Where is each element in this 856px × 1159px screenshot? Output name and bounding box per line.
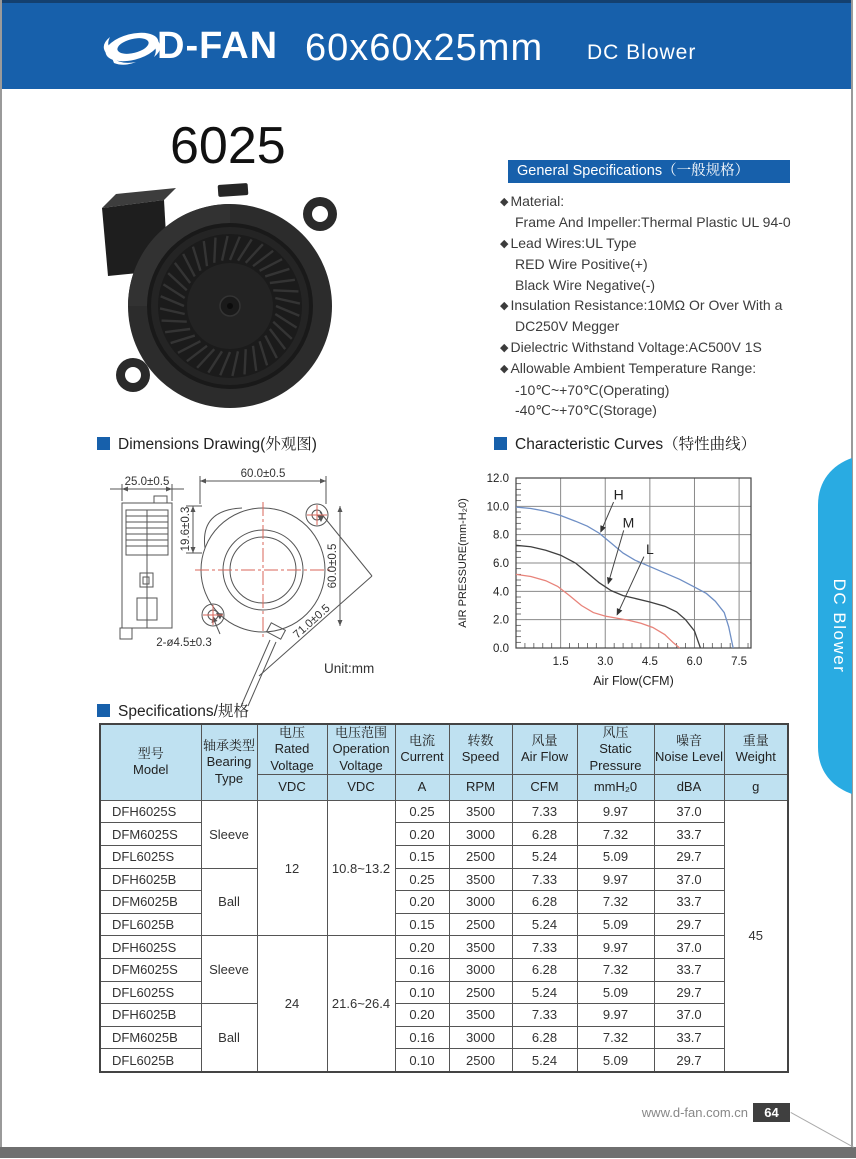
svg-text:4.0: 4.0: [493, 586, 509, 599]
svg-text:6.0: 6.0: [493, 558, 509, 570]
column-header: 噪音 Noise Level: [654, 724, 724, 774]
svg-text:1.5: 1.5: [552, 656, 569, 668]
cell: 2500: [449, 913, 512, 936]
page-number-badge: 64: [753, 1103, 790, 1122]
cell: DFL6025S: [100, 845, 201, 868]
header-banner: [2, 3, 851, 89]
cell: 5.09: [577, 913, 654, 936]
cell: 0.20: [395, 1004, 449, 1027]
cell: 5.24: [512, 913, 577, 936]
table-row: [100, 936, 788, 959]
column-header: 电压范围 Operation Voltage: [327, 724, 395, 774]
footer-diagonal-line: [791, 1112, 854, 1148]
table-row: [100, 800, 788, 823]
table-row: [100, 868, 788, 891]
spec-line: RED Wire Positive(+): [515, 256, 648, 273]
spec-line: Black Wire Negative(-): [515, 276, 656, 293]
spec-line: -40℃~+70℃(Storage): [515, 402, 657, 419]
cell: 3000: [449, 823, 512, 846]
column-header: 转数 Speed: [449, 724, 512, 774]
characteristic-curves-chart: [452, 456, 787, 696]
side-tab: [808, 458, 852, 794]
product-photo: [100, 178, 362, 410]
cell: 6.28: [512, 823, 577, 846]
column-unit: VDC: [327, 774, 395, 800]
cell: DFH6025S: [100, 800, 201, 823]
brand-name: D-FAN: [157, 25, 279, 67]
cell: 5.24: [512, 981, 577, 1004]
cell: 0.16: [395, 958, 449, 981]
spec-line: DC250V Megger: [515, 318, 620, 335]
cell: DFL6025B: [100, 1049, 201, 1072]
footer-website: www.d-fan.com.cn: [641, 1105, 748, 1120]
section-bullet-icon: [97, 704, 110, 717]
cell: 7.33: [512, 1004, 577, 1027]
cell: DFM6025S: [100, 823, 201, 846]
spec-table-head: [100, 724, 788, 800]
spec-line: ◆ Lead Wires:UL Type: [500, 234, 637, 251]
cell: 29.7: [654, 1049, 724, 1072]
cell: 37.0: [654, 868, 724, 891]
general-specs-header: General Specifications（一般规格）: [508, 160, 790, 183]
cell: 9.97: [577, 868, 654, 891]
column-unit: A: [395, 774, 449, 800]
column-header: 风压 Static Pressure: [577, 724, 654, 774]
section-bullet-icon: [97, 437, 110, 450]
cell: 7.32: [577, 958, 654, 981]
svg-text:3.0: 3.0: [597, 656, 614, 668]
column-unit: dBA: [654, 774, 724, 800]
cell: 7.33: [512, 936, 577, 959]
cell: Sleeve: [201, 936, 257, 1004]
spec-table-body: [100, 800, 788, 1072]
spec-line: ◆ Material:: [500, 193, 565, 209]
cell: 33.7: [654, 958, 724, 981]
cell: DFL6025B: [100, 913, 201, 936]
cell: DFM6025S: [100, 958, 201, 981]
cell: DFM6025B: [100, 1026, 201, 1049]
cell: DFH6025S: [100, 936, 201, 959]
cell: 3500: [449, 868, 512, 891]
cell: 7.33: [512, 868, 577, 891]
cell: 5.09: [577, 845, 654, 868]
dim-side-width: 25.0±0.5: [124, 476, 170, 488]
column-unit: RPM: [449, 774, 512, 800]
dim-front-width: 60.0±0.5: [240, 468, 286, 480]
section-title-curves: [494, 432, 756, 454]
cell: 37.0: [654, 800, 724, 823]
cell: DFH6025B: [100, 868, 201, 891]
spec-line: Frame And Impeller:Thermal Plastic UL 94-0: [515, 214, 791, 231]
svg-text:4.5: 4.5: [641, 656, 658, 668]
cell: 7.32: [577, 891, 654, 914]
cell: 29.7: [654, 845, 724, 868]
model-number-title: 6025: [170, 117, 286, 175]
cell: 0.20: [395, 891, 449, 914]
cell: 33.7: [654, 891, 724, 914]
svg-text:AIR PRESSURE(mm-H₂0): AIR PRESSURE(mm-H₂0): [457, 498, 469, 628]
cell: 3000: [449, 958, 512, 981]
general-specs-list: [500, 191, 810, 420]
svg-text:M: M: [622, 514, 635, 531]
svg-text:12.0: 12.0: [486, 473, 509, 485]
cell: DFL6025S: [100, 981, 201, 1004]
spec-line: ◆ Dielectric Withstand Voltage:AC500V 1S: [500, 338, 762, 355]
dimensions-drawing: [92, 458, 462, 708]
spec-line: ◆ Insulation Resistance:10MΩ Or Over With a: [500, 297, 783, 314]
cell: Ball: [201, 868, 257, 936]
cell: 3500: [449, 936, 512, 959]
cell: 0.20: [395, 936, 449, 959]
cell: 6.28: [512, 958, 577, 981]
svg-text:Air Flow(CFM): Air Flow(CFM): [593, 674, 674, 688]
cell: 3000: [449, 1026, 512, 1049]
cell: 45: [724, 800, 788, 1072]
cell: 0.20: [395, 823, 449, 846]
svg-text:2.0: 2.0: [493, 614, 509, 627]
spec-line: -10℃~+70℃(Operating): [515, 381, 670, 398]
bottom-bar: [0, 1147, 856, 1158]
spec-table: [99, 723, 789, 1073]
side-tab-label: DC Blower: [830, 578, 849, 674]
dim-diagonal: 71.0±0.5: [291, 602, 333, 642]
column-unit: g: [724, 774, 788, 800]
page-border-left: [0, 0, 2, 1147]
dim-inlet-offset: 19.6±0.3: [180, 506, 192, 552]
cell: 3500: [449, 800, 512, 823]
cell: 6.28: [512, 891, 577, 914]
svg-text:10.0: 10.0: [486, 501, 509, 514]
section-title-text: Specifications/规格: [118, 703, 249, 720]
cell: 0.15: [395, 845, 449, 868]
svg-text:7.5: 7.5: [731, 656, 748, 668]
cell: 0.16: [395, 1026, 449, 1049]
section-title-text: Characteristic Curves（特性曲线）: [515, 436, 757, 453]
cell: 33.7: [654, 823, 724, 846]
cell: 2500: [449, 981, 512, 1004]
cell: DFM6025B: [100, 891, 201, 914]
cell: 33.7: [654, 1026, 724, 1049]
cell: 7.32: [577, 1026, 654, 1049]
svg-text:6.0: 6.0: [686, 656, 703, 668]
cell: 0.25: [395, 800, 449, 823]
column-header: 重量 Weight: [724, 724, 788, 774]
svg-text:L: L: [645, 540, 654, 557]
cell: 9.97: [577, 800, 654, 823]
cell: 37.0: [654, 1004, 724, 1027]
column-unit: mmH₂0: [577, 774, 654, 800]
column-header: 风量 Air Flow: [512, 724, 577, 774]
table-row: [100, 1004, 788, 1027]
cell: 0.15: [395, 913, 449, 936]
cell: 5.24: [512, 845, 577, 868]
column-unit: VDC: [257, 774, 327, 800]
cell: 3000: [449, 891, 512, 914]
cell: Ball: [201, 1004, 257, 1072]
cell: 2500: [449, 1049, 512, 1072]
cell: 29.7: [654, 913, 724, 936]
cell: 9.97: [577, 936, 654, 959]
cell: DFH6025B: [100, 1004, 201, 1027]
cell: 0.10: [395, 1049, 449, 1072]
section-bullet-icon: [494, 437, 507, 450]
product-type-title: DC Blower: [587, 41, 697, 64]
cell: 0.25: [395, 868, 449, 891]
svg-text:H: H: [613, 486, 624, 503]
cell: 24: [257, 936, 327, 1072]
column-header: 电压 Rated Voltage: [257, 724, 327, 774]
cell: 10.8~13.2: [327, 800, 395, 936]
cell: 6.28: [512, 1026, 577, 1049]
cell: 12: [257, 800, 327, 936]
cell: 5.09: [577, 981, 654, 1004]
svg-text:0.0: 0.0: [493, 643, 509, 655]
column-unit: CFM: [512, 774, 577, 800]
cell: 3500: [449, 1004, 512, 1027]
column-header: 电流 Current: [395, 724, 449, 774]
cell: 29.7: [654, 981, 724, 1004]
dim-front-height: 60.0±0.5: [327, 543, 339, 589]
size-title: 60x60x25mm: [305, 27, 544, 69]
cell: 5.09: [577, 1049, 654, 1072]
svg-text:8.0: 8.0: [493, 529, 509, 542]
column-header: 轴承类型 Bearing Type: [201, 724, 257, 800]
dim-unit: Unit:mm: [324, 661, 375, 676]
cell: 2500: [449, 845, 512, 868]
cell: 0.10: [395, 981, 449, 1004]
section-title-specifications: [97, 699, 249, 721]
spec-line: ◆ Allowable Ambient Temperature Range:: [500, 360, 757, 377]
cell: 7.33: [512, 800, 577, 823]
cell: 5.24: [512, 1049, 577, 1072]
column-header: 型号 Model: [100, 724, 201, 800]
section-title-text: Dimensions Drawing(外观图): [118, 436, 317, 453]
cell: 9.97: [577, 1004, 654, 1027]
dim-holes: 2-ø4.5±0.3: [156, 637, 212, 649]
cell: Sleeve: [201, 800, 257, 868]
dfan-logo-icon: [102, 25, 162, 69]
cell: 7.32: [577, 823, 654, 846]
cell: 37.0: [654, 936, 724, 959]
section-title-dimensions: [97, 432, 317, 454]
cell: 21.6~26.4: [327, 936, 395, 1072]
